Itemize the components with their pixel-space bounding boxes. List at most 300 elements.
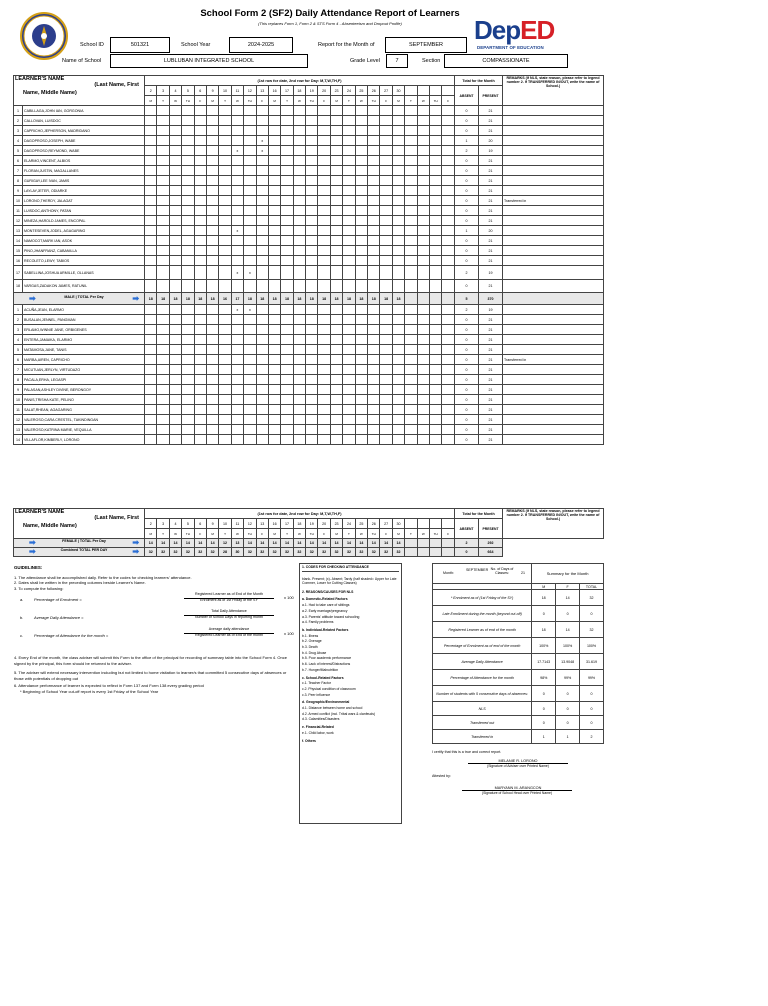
- attendance-cell[interactable]: [417, 226, 429, 236]
- attendance-cell[interactable]: [330, 136, 342, 146]
- attendance-cell[interactable]: [417, 196, 429, 206]
- attendance-cell[interactable]: [417, 116, 429, 126]
- attendance-cell[interactable]: [206, 106, 218, 116]
- attendance-cell[interactable]: [231, 186, 243, 196]
- attendance-cell[interactable]: [405, 166, 417, 176]
- attendance-cell[interactable]: [343, 136, 355, 146]
- attendance-cell[interactable]: [330, 246, 342, 256]
- attendance-cell[interactable]: [268, 395, 280, 405]
- attendance-cell[interactable]: [194, 280, 206, 293]
- attendance-cell[interactable]: [330, 186, 342, 196]
- attendance-cell[interactable]: [219, 116, 231, 126]
- attendance-cell[interactable]: [355, 355, 367, 365]
- attendance-cell[interactable]: [231, 116, 243, 126]
- attendance-cell[interactable]: [343, 176, 355, 186]
- attendance-cell[interactable]: [306, 315, 318, 325]
- attendance-cell[interactable]: [256, 106, 268, 116]
- attendance-cell[interactable]: [405, 266, 417, 280]
- attendance-cell[interactable]: [442, 395, 455, 405]
- attendance-cell[interactable]: [281, 106, 293, 116]
- attendance-cell[interactable]: [281, 176, 293, 186]
- attendance-cell[interactable]: [355, 385, 367, 395]
- attendance-cell[interactable]: [405, 196, 417, 206]
- attendance-cell[interactable]: [244, 325, 256, 335]
- attendance-cell[interactable]: [281, 415, 293, 425]
- attendance-cell[interactable]: [206, 166, 218, 176]
- attendance-cell[interactable]: [318, 146, 330, 156]
- attendance-cell[interactable]: [145, 415, 157, 425]
- attendance-cell[interactable]: [157, 166, 169, 176]
- attendance-cell[interactable]: [268, 315, 280, 325]
- attendance-cell[interactable]: [318, 246, 330, 256]
- attendance-cell[interactable]: [194, 415, 206, 425]
- attendance-cell[interactable]: [244, 345, 256, 355]
- attendance-cell[interactable]: [306, 116, 318, 126]
- attendance-cell[interactable]: [355, 365, 367, 375]
- attendance-cell[interactable]: [194, 335, 206, 345]
- remarks-cell[interactable]: [503, 146, 604, 156]
- attendance-cell[interactable]: [219, 156, 231, 166]
- attendance-cell[interactable]: [145, 355, 157, 365]
- remarks-cell[interactable]: [503, 236, 604, 246]
- attendance-cell[interactable]: [281, 236, 293, 246]
- attendance-cell[interactable]: [405, 236, 417, 246]
- attendance-cell[interactable]: [194, 355, 206, 365]
- school-year-field[interactable]: 2024-2025: [229, 37, 293, 53]
- attendance-cell[interactable]: [306, 146, 318, 156]
- attendance-cell[interactable]: [145, 216, 157, 226]
- attendance-cell[interactable]: [268, 186, 280, 196]
- attendance-cell[interactable]: [368, 335, 380, 345]
- attendance-cell[interactable]: [194, 345, 206, 355]
- attendance-cell[interactable]: [392, 345, 404, 355]
- attendance-cell[interactable]: [405, 435, 417, 445]
- attendance-cell[interactable]: [330, 325, 342, 335]
- attendance-cell[interactable]: [392, 176, 404, 186]
- attendance-cell[interactable]: [430, 280, 442, 293]
- attendance-cell[interactable]: [293, 206, 305, 216]
- attendance-cell[interactable]: [442, 405, 455, 415]
- attendance-cell[interactable]: [430, 106, 442, 116]
- attendance-cell[interactable]: [244, 236, 256, 246]
- attendance-cell[interactable]: [182, 166, 194, 176]
- attendance-cell[interactable]: [231, 106, 243, 116]
- attendance-cell[interactable]: [392, 415, 404, 425]
- attendance-cell[interactable]: [417, 166, 429, 176]
- attendance-cell[interactable]: [169, 395, 181, 405]
- attendance-cell[interactable]: [281, 425, 293, 435]
- attendance-cell[interactable]: [145, 375, 157, 385]
- attendance-cell[interactable]: [194, 216, 206, 226]
- attendance-cell[interactable]: [194, 206, 206, 216]
- attendance-cell[interactable]: [206, 226, 218, 236]
- attendance-cell[interactable]: [405, 136, 417, 146]
- attendance-cell[interactable]: [368, 375, 380, 385]
- attendance-cell[interactable]: [231, 395, 243, 405]
- attendance-cell[interactable]: [256, 435, 268, 445]
- attendance-cell[interactable]: [442, 156, 455, 166]
- attendance-cell[interactable]: [355, 136, 367, 146]
- attendance-cell[interactable]: [380, 405, 392, 415]
- attendance-cell[interactable]: [194, 395, 206, 405]
- attendance-cell[interactable]: [231, 335, 243, 345]
- attendance-cell[interactable]: [380, 166, 392, 176]
- attendance-cell[interactable]: [293, 256, 305, 266]
- attendance-cell[interactable]: [417, 335, 429, 345]
- remarks-cell[interactable]: [503, 206, 604, 216]
- attendance-cell[interactable]: [405, 106, 417, 116]
- remarks-cell[interactable]: [503, 395, 604, 405]
- attendance-cell[interactable]: [256, 226, 268, 236]
- attendance-cell[interactable]: [306, 345, 318, 355]
- attendance-cell[interactable]: [343, 166, 355, 176]
- attendance-cell[interactable]: [194, 166, 206, 176]
- attendance-cell[interactable]: [306, 385, 318, 395]
- attendance-cell[interactable]: [392, 355, 404, 365]
- attendance-cell[interactable]: [405, 126, 417, 136]
- attendance-cell[interactable]: [293, 305, 305, 315]
- attendance-cell[interactable]: [169, 126, 181, 136]
- attendance-cell[interactable]: [368, 226, 380, 236]
- attendance-cell[interactable]: [380, 176, 392, 186]
- attendance-cell[interactable]: [330, 106, 342, 116]
- attendance-cell[interactable]: [145, 256, 157, 266]
- attendance-cell[interactable]: [169, 266, 181, 280]
- attendance-cell[interactable]: [169, 435, 181, 445]
- attendance-cell[interactable]: [268, 106, 280, 116]
- attendance-cell[interactable]: [392, 206, 404, 216]
- attendance-cell[interactable]: [293, 236, 305, 246]
- attendance-cell[interactable]: [380, 216, 392, 226]
- attendance-cell[interactable]: [368, 405, 380, 415]
- attendance-cell[interactable]: [430, 305, 442, 315]
- attendance-cell[interactable]: [343, 246, 355, 256]
- remarks-cell[interactable]: [503, 315, 604, 325]
- attendance-cell[interactable]: [368, 176, 380, 186]
- attendance-cell[interactable]: [330, 156, 342, 166]
- attendance-cell[interactable]: x: [231, 266, 243, 280]
- attendance-cell[interactable]: [182, 325, 194, 335]
- attendance-cell[interactable]: [157, 146, 169, 156]
- attendance-cell[interactable]: [442, 325, 455, 335]
- attendance-cell[interactable]: [330, 146, 342, 156]
- attendance-cell[interactable]: [306, 186, 318, 196]
- attendance-cell[interactable]: [206, 345, 218, 355]
- attendance-cell[interactable]: [343, 236, 355, 246]
- attendance-cell[interactable]: [206, 425, 218, 435]
- attendance-cell[interactable]: [206, 246, 218, 256]
- attendance-cell[interactable]: [169, 106, 181, 116]
- attendance-cell[interactable]: [380, 246, 392, 256]
- attendance-cell[interactable]: [281, 256, 293, 266]
- attendance-cell[interactable]: [182, 305, 194, 315]
- attendance-cell[interactable]: [157, 236, 169, 246]
- attendance-cell[interactable]: [206, 116, 218, 126]
- attendance-cell[interactable]: [169, 196, 181, 206]
- attendance-cell[interactable]: [145, 425, 157, 435]
- attendance-cell[interactable]: [256, 216, 268, 226]
- attendance-cell[interactable]: [194, 405, 206, 415]
- attendance-cell[interactable]: [244, 375, 256, 385]
- attendance-cell[interactable]: [405, 146, 417, 156]
- remarks-cell[interactable]: [503, 335, 604, 345]
- attendance-cell[interactable]: [392, 236, 404, 246]
- attendance-cell[interactable]: [194, 226, 206, 236]
- attendance-cell[interactable]: x: [231, 226, 243, 236]
- attendance-cell[interactable]: [368, 146, 380, 156]
- attendance-cell[interactable]: [182, 116, 194, 126]
- attendance-cell[interactable]: [194, 196, 206, 206]
- remarks-cell[interactable]: [503, 226, 604, 236]
- attendance-cell[interactable]: [430, 146, 442, 156]
- attendance-cell[interactable]: [430, 315, 442, 325]
- attendance-cell[interactable]: [219, 236, 231, 246]
- attendance-cell[interactable]: [281, 305, 293, 315]
- attendance-cell[interactable]: [281, 405, 293, 415]
- attendance-cell[interactable]: [182, 385, 194, 395]
- attendance-cell[interactable]: [194, 236, 206, 246]
- attendance-cell[interactable]: [306, 256, 318, 266]
- attendance-cell[interactable]: [442, 355, 455, 365]
- attendance-cell[interactable]: [430, 186, 442, 196]
- attendance-cell[interactable]: [244, 435, 256, 445]
- attendance-cell[interactable]: [206, 335, 218, 345]
- attendance-cell[interactable]: [157, 425, 169, 435]
- attendance-cell[interactable]: [392, 385, 404, 395]
- attendance-cell[interactable]: [306, 375, 318, 385]
- attendance-cell[interactable]: [392, 196, 404, 206]
- attendance-cell[interactable]: [256, 166, 268, 176]
- attendance-cell[interactable]: [244, 126, 256, 136]
- attendance-cell[interactable]: [430, 246, 442, 256]
- attendance-cell[interactable]: [306, 156, 318, 166]
- attendance-cell[interactable]: [392, 166, 404, 176]
- attendance-cell[interactable]: [343, 256, 355, 266]
- attendance-cell[interactable]: [281, 146, 293, 156]
- attendance-cell[interactable]: [145, 246, 157, 256]
- attendance-cell[interactable]: [157, 385, 169, 395]
- attendance-cell[interactable]: [430, 395, 442, 405]
- attendance-cell[interactable]: [256, 345, 268, 355]
- attendance-cell[interactable]: [318, 226, 330, 236]
- attendance-cell[interactable]: [182, 280, 194, 293]
- attendance-cell[interactable]: [268, 345, 280, 355]
- attendance-cell[interactable]: [442, 425, 455, 435]
- attendance-cell[interactable]: [293, 156, 305, 166]
- attendance-cell[interactable]: [206, 385, 218, 395]
- attendance-cell[interactable]: [206, 375, 218, 385]
- attendance-cell[interactable]: [330, 365, 342, 375]
- attendance-cell[interactable]: [417, 256, 429, 266]
- attendance-cell[interactable]: [256, 186, 268, 196]
- attendance-cell[interactable]: [343, 226, 355, 236]
- attendance-cell[interactable]: [182, 136, 194, 146]
- attendance-cell[interactable]: [430, 345, 442, 355]
- attendance-cell[interactable]: [268, 335, 280, 345]
- attendance-cell[interactable]: [442, 146, 455, 156]
- attendance-cell[interactable]: [182, 395, 194, 405]
- attendance-cell[interactable]: [256, 266, 268, 280]
- attendance-cell[interactable]: [355, 395, 367, 405]
- attendance-cell[interactable]: [157, 116, 169, 126]
- attendance-cell[interactable]: [442, 136, 455, 146]
- attendance-cell[interactable]: [430, 206, 442, 216]
- attendance-cell[interactable]: [368, 136, 380, 146]
- attendance-cell[interactable]: [157, 345, 169, 355]
- attendance-cell[interactable]: [281, 116, 293, 126]
- attendance-cell[interactable]: [318, 425, 330, 435]
- attendance-cell[interactable]: [169, 186, 181, 196]
- attendance-cell[interactable]: [442, 126, 455, 136]
- attendance-cell[interactable]: [145, 345, 157, 355]
- attendance-cell[interactable]: [256, 395, 268, 405]
- attendance-cell[interactable]: [231, 425, 243, 435]
- attendance-cell[interactable]: [194, 425, 206, 435]
- attendance-cell[interactable]: [343, 425, 355, 435]
- attendance-cell[interactable]: [355, 425, 367, 435]
- attendance-cell[interactable]: [405, 156, 417, 166]
- attendance-cell[interactable]: [281, 395, 293, 405]
- attendance-cell[interactable]: [330, 236, 342, 246]
- attendance-cell[interactable]: [157, 335, 169, 345]
- attendance-cell[interactable]: [368, 126, 380, 136]
- attendance-cell[interactable]: [343, 325, 355, 335]
- attendance-cell[interactable]: [206, 146, 218, 156]
- attendance-cell[interactable]: [256, 156, 268, 166]
- attendance-cell[interactable]: [293, 375, 305, 385]
- attendance-cell[interactable]: [293, 176, 305, 186]
- attendance-cell[interactable]: [330, 405, 342, 415]
- attendance-cell[interactable]: [417, 315, 429, 325]
- attendance-cell[interactable]: [442, 106, 455, 116]
- attendance-cell[interactable]: [293, 345, 305, 355]
- attendance-cell[interactable]: [318, 365, 330, 375]
- attendance-cell[interactable]: [368, 315, 380, 325]
- attendance-cell[interactable]: [206, 216, 218, 226]
- attendance-cell[interactable]: [182, 315, 194, 325]
- attendance-cell[interactable]: [182, 335, 194, 345]
- attendance-cell[interactable]: [194, 136, 206, 146]
- attendance-cell[interactable]: [157, 246, 169, 256]
- attendance-cell[interactable]: [194, 375, 206, 385]
- remarks-cell[interactable]: [503, 166, 604, 176]
- attendance-cell[interactable]: [194, 325, 206, 335]
- attendance-cell[interactable]: [417, 106, 429, 116]
- attendance-cell[interactable]: x: [231, 146, 243, 156]
- attendance-cell[interactable]: [306, 176, 318, 186]
- attendance-cell[interactable]: [145, 196, 157, 206]
- attendance-cell[interactable]: [380, 375, 392, 385]
- attendance-cell[interactable]: [219, 355, 231, 365]
- attendance-cell[interactable]: [380, 345, 392, 355]
- attendance-cell[interactable]: [219, 106, 231, 116]
- attendance-cell[interactable]: [219, 176, 231, 186]
- attendance-cell[interactable]: [330, 345, 342, 355]
- attendance-cell[interactable]: [256, 325, 268, 335]
- attendance-cell[interactable]: [306, 196, 318, 206]
- attendance-cell[interactable]: [219, 166, 231, 176]
- attendance-cell[interactable]: [330, 266, 342, 280]
- attendance-cell[interactable]: [244, 335, 256, 345]
- attendance-cell[interactable]: [219, 435, 231, 445]
- attendance-cell[interactable]: [380, 435, 392, 445]
- attendance-cell[interactable]: [306, 335, 318, 345]
- attendance-cell[interactable]: [318, 266, 330, 280]
- attendance-cell[interactable]: [380, 280, 392, 293]
- attendance-cell[interactable]: [182, 435, 194, 445]
- attendance-cell[interactable]: [430, 176, 442, 186]
- attendance-cell[interactable]: [206, 305, 218, 315]
- attendance-cell[interactable]: [293, 216, 305, 226]
- attendance-cell[interactable]: [293, 246, 305, 256]
- attendance-cell[interactable]: [430, 266, 442, 280]
- attendance-cell[interactable]: [306, 126, 318, 136]
- attendance-cell[interactable]: [318, 256, 330, 266]
- attendance-cell[interactable]: [380, 106, 392, 116]
- attendance-cell[interactable]: [182, 236, 194, 246]
- attendance-cell[interactable]: [392, 365, 404, 375]
- attendance-cell[interactable]: [318, 315, 330, 325]
- attendance-cell[interactable]: [330, 216, 342, 226]
- attendance-cell[interactable]: [405, 425, 417, 435]
- attendance-cell[interactable]: [157, 216, 169, 226]
- attendance-cell[interactable]: [380, 186, 392, 196]
- remarks-cell[interactable]: [503, 375, 604, 385]
- attendance-cell[interactable]: [244, 116, 256, 126]
- attendance-cell[interactable]: [268, 136, 280, 146]
- attendance-cell[interactable]: [306, 166, 318, 176]
- attendance-cell[interactable]: [343, 435, 355, 445]
- attendance-cell[interactable]: [194, 176, 206, 186]
- attendance-cell[interactable]: [368, 355, 380, 365]
- attendance-cell[interactable]: [219, 405, 231, 415]
- attendance-cell[interactable]: [293, 315, 305, 325]
- attendance-cell[interactable]: [244, 136, 256, 146]
- attendance-cell[interactable]: [256, 315, 268, 325]
- attendance-cell[interactable]: [157, 405, 169, 415]
- attendance-cell[interactable]: [417, 345, 429, 355]
- attendance-cell[interactable]: [182, 176, 194, 186]
- attendance-cell[interactable]: [306, 305, 318, 315]
- remarks-cell[interactable]: [503, 256, 604, 266]
- attendance-cell[interactable]: [145, 126, 157, 136]
- attendance-cell[interactable]: [343, 280, 355, 293]
- attendance-cell[interactable]: [231, 365, 243, 375]
- remarks-cell[interactable]: [503, 186, 604, 196]
- attendance-cell[interactable]: [244, 106, 256, 116]
- attendance-cell[interactable]: [330, 335, 342, 345]
- attendance-cell[interactable]: [182, 146, 194, 156]
- remarks-cell[interactable]: [503, 435, 604, 445]
- attendance-cell[interactable]: [392, 305, 404, 315]
- attendance-cell[interactable]: [442, 315, 455, 325]
- attendance-cell[interactable]: [380, 156, 392, 166]
- attendance-cell[interactable]: [268, 146, 280, 156]
- attendance-cell[interactable]: [268, 166, 280, 176]
- attendance-cell[interactable]: [442, 186, 455, 196]
- attendance-cell[interactable]: [442, 116, 455, 126]
- attendance-cell[interactable]: [268, 176, 280, 186]
- attendance-cell[interactable]: [157, 415, 169, 425]
- attendance-cell[interactable]: [244, 280, 256, 293]
- attendance-cell[interactable]: [306, 266, 318, 280]
- attendance-cell[interactable]: [268, 116, 280, 126]
- attendance-cell[interactable]: [231, 216, 243, 226]
- attendance-cell[interactable]: [442, 176, 455, 186]
- attendance-cell[interactable]: [231, 196, 243, 206]
- attendance-cell[interactable]: [219, 266, 231, 280]
- attendance-cell[interactable]: [194, 365, 206, 375]
